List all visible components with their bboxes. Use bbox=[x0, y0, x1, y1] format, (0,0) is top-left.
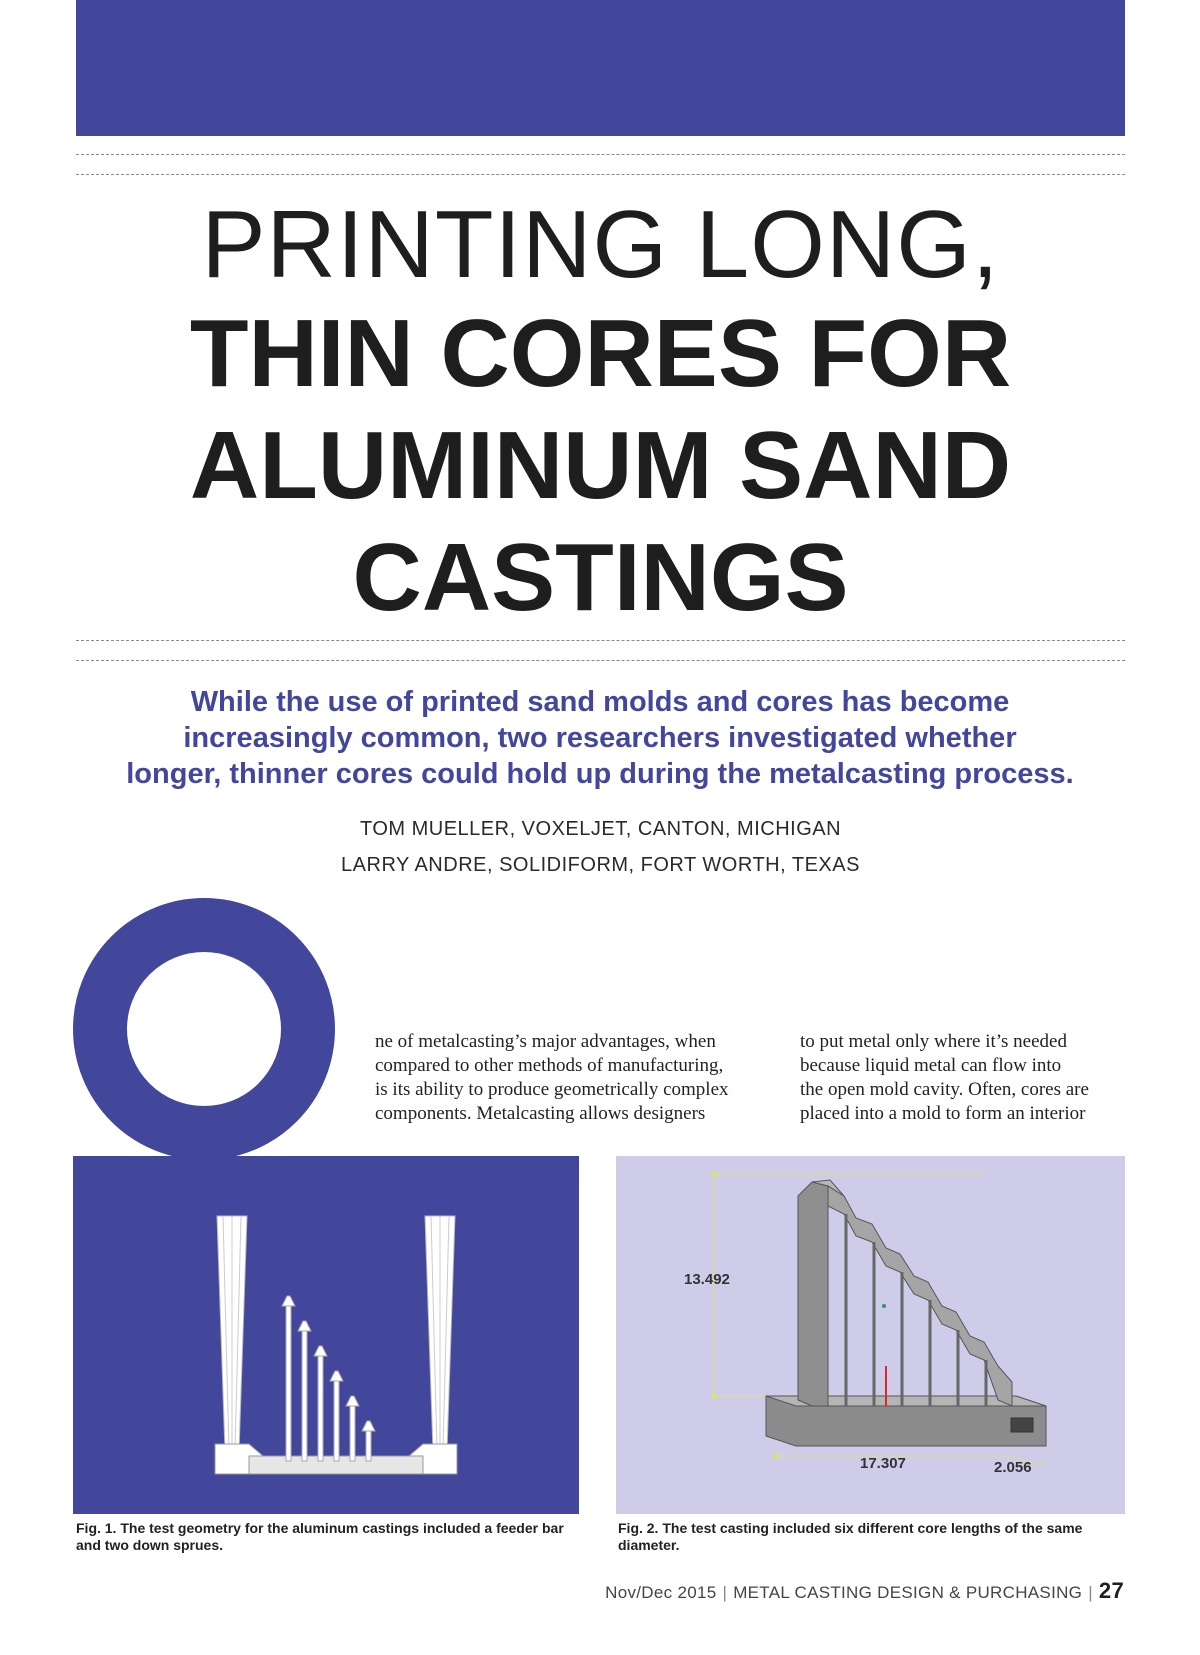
figure-1-caption: Fig. 1. The test geometry for the aluminum castings included a feeder bar and two down sprues. bbox=[76, 1520, 564, 1553]
page-number: 27 bbox=[1098, 1578, 1124, 1603]
core-set bbox=[282, 1296, 375, 1461]
dimension-width: 2.056 bbox=[994, 1459, 1032, 1476]
body-line: the open mold cavity. Often, cores are bbox=[800, 1079, 1089, 1100]
dashed-rule bbox=[76, 640, 1125, 641]
deck-line: While the use of printed sand molds and cores has become bbox=[190, 686, 1010, 718]
drop-cap-o bbox=[73, 898, 335, 1160]
article-deck bbox=[60, 684, 1140, 792]
footer-publication: METAL CASTING DESIGN & PURCHASING bbox=[733, 1583, 1083, 1602]
figure-2-caption: Fig. 2. The test casting included six different core lengths of the same diameter. bbox=[618, 1520, 1083, 1553]
body-line: is its ability to produce geometrically complex bbox=[375, 1079, 729, 1100]
title-line-4: CASTINGS bbox=[352, 524, 849, 631]
deck-line: longer, thinner cores could hold up during the metalcasting process. bbox=[126, 758, 1074, 790]
fig1-drawing bbox=[73, 1156, 579, 1514]
stepped-feeder bbox=[828, 1186, 1012, 1406]
footer-issue: Nov/Dec 2015 bbox=[605, 1583, 717, 1602]
dimension-height: 13.492 bbox=[684, 1271, 730, 1288]
body-line: compared to other methods of manufacturing, bbox=[375, 1055, 724, 1076]
footer-divider: | bbox=[722, 1583, 728, 1602]
deck-line: increasingly common, two researchers investigated whether bbox=[183, 722, 1017, 754]
figure-1-image bbox=[73, 1156, 579, 1514]
author-byline: TOM MUELLER, VOXELJET, CANTON, MICHIGAN bbox=[359, 818, 842, 840]
title-line-2: THIN CORES FOR bbox=[189, 300, 1012, 407]
page-footer bbox=[605, 1578, 1124, 1604]
body-line: placed into a mold to form an interior bbox=[800, 1103, 1086, 1124]
body-column-2 bbox=[800, 1030, 1190, 1126]
author-byline: LARRY ANDRE, SOLIDIFORM, FORT WORTH, TEXAS bbox=[341, 854, 860, 876]
dimension-length: 17.307 bbox=[860, 1455, 906, 1472]
footer-divider: | bbox=[1088, 1583, 1093, 1602]
vertical-wall bbox=[798, 1182, 828, 1406]
body-line: to put metal only where it’s needed bbox=[800, 1031, 1067, 1052]
title-line-1: PRINTING LONG, bbox=[201, 191, 1000, 298]
body-column-1 bbox=[375, 1030, 765, 1126]
body-line: ne of metalcasting’s major advantages, when bbox=[375, 1031, 716, 1052]
dashed-rule bbox=[76, 154, 1125, 155]
title-line-3: ALUMINUM SAND bbox=[189, 412, 1012, 519]
body-line: because liquid metal can flow into bbox=[800, 1055, 1062, 1076]
header-color-band bbox=[76, 0, 1125, 136]
figure-2-image bbox=[616, 1156, 1125, 1514]
dashed-rule bbox=[76, 174, 1125, 175]
dashed-rule bbox=[76, 660, 1125, 661]
core-rods bbox=[846, 1214, 986, 1406]
fig2-drawing bbox=[616, 1156, 1125, 1514]
body-line: components. Metalcasting allows designers bbox=[375, 1103, 706, 1124]
